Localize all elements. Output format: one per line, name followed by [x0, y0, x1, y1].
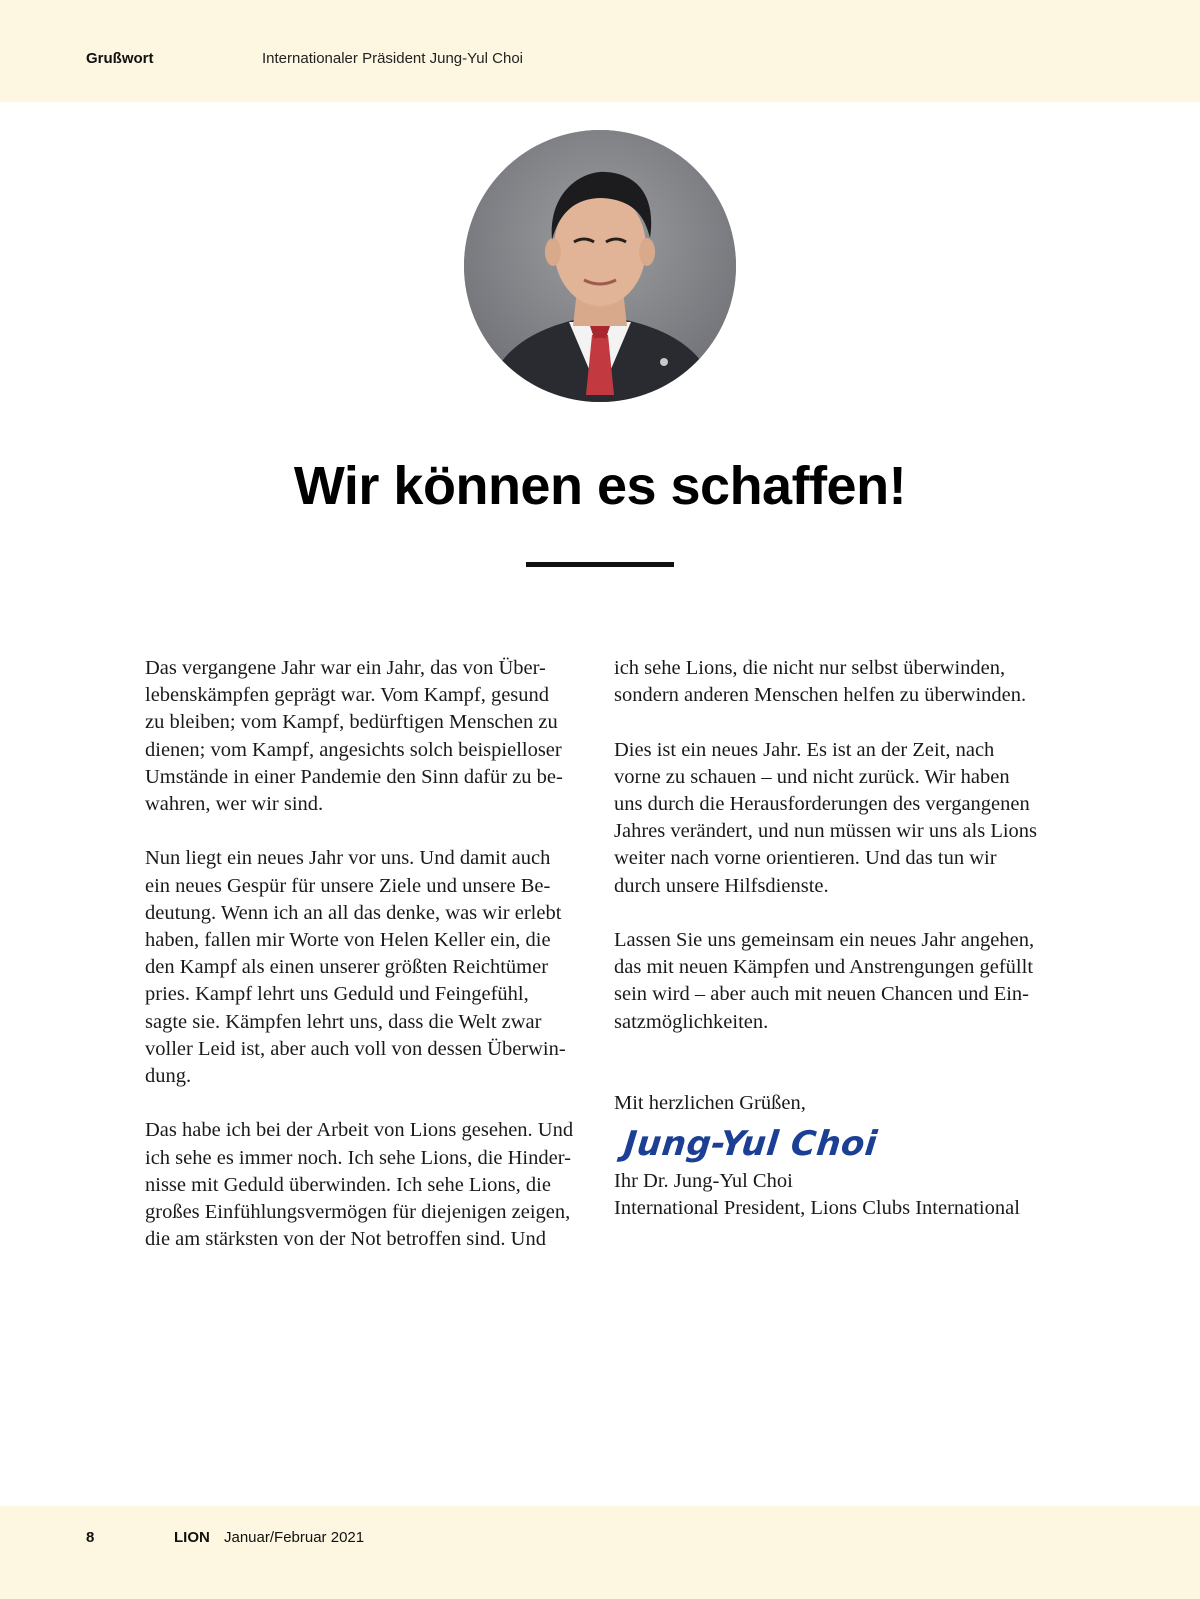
closing-greeting: Mit herzlichen Grüßen, [614, 1091, 806, 1114]
right-column [614, 655, 1064, 1223]
sign-off [614, 1168, 1064, 1222]
portrait-photo [464, 130, 736, 402]
magazine-name: LION [174, 1529, 210, 1546]
headline: Wir können es schaffen! [293, 456, 907, 516]
left-column [145, 655, 590, 1281]
headline-rule [526, 562, 674, 567]
paragraph: Dies ist ein neues Jahr. Es ist an der Zeit, nach vorne zu schauen – und nicht zurück. Wir haben uns durch die Herausforderungen des vergangenen Jahres verändert, und nun müssen wir uns als Lions weiter nach vorne orientieren. Und das tun wir durch unsere Hilfsdienste. [614, 738, 1038, 897]
header-subtitle: Internationaler Präsident Jung-Yul Choi [262, 50, 523, 67]
paragraph: ich sehe Lions, die nicht nur selbst überwinden, sondern anderen Menschen helfen zu überwinden. [614, 657, 1027, 707]
header-band [0, 0, 1200, 102]
page-number: 8 [86, 1529, 95, 1546]
sign-name: Ihr Dr. Jung-Yul Choi [614, 1170, 793, 1193]
paragraph: Lassen Sie uns gemeinsam ein neues Jahr angehen, das mit neuen Kämpfen und Anstrengungen gefüllt sein wird – aber auch mit neuen Chancen und Ein- satzmöglichkeiten. [614, 929, 1035, 1033]
paragraph: Das vergangene Jahr war ein Jahr, das von Über- lebenskämpfen geprägt war. Vom Kampf, gesund zu bleiben; vom Kampf, bedürftigen Menschen zu dienen; vom Kampf, angesichts solch beispielloser Umstände in einer Pandemie den Sinn dafür zu be- wahren, wer wir sind. [145, 657, 563, 816]
footer-band [0, 1506, 1200, 1599]
paragraph: Das habe ich bei der Arbeit von Lions gesehen. Und ich sehe es immer noch. Ich sehe Lions, die Hinder- nisse mit Geduld überwinden. Ich sehe Lions, die großes Einfühlungsvermögen für diejenigen zeigen, die am stärksten von der Not betroffen sind. Und [145, 1119, 574, 1251]
signature: Jung-Yul Choi [621, 1124, 880, 1165]
issue-date: Januar/Februar 2021 [224, 1529, 365, 1546]
sign-title: International President, Lions Clubs International [614, 1197, 1020, 1220]
portrait-illustration [464, 130, 736, 402]
section-label: Grußwort [86, 50, 154, 67]
paragraph: Nun liegt ein neues Jahr vor uns. Und damit auch ein neues Gespür für unsere Ziele und unsere Be- deutung. Wenn ich an all das denke, was wir erlebt haben, fallen mir Worte von Helen Keller ein, die den Kampf als einen unserer größten Reichtümer pries. Kampf lehrt uns Geduld und Feingefühl, sagte sie. Kämpfen lehrt uns, dass die Welt zwar voller Leid ist, aber auch voll von dessen Überwin- dung. [145, 847, 566, 1088]
